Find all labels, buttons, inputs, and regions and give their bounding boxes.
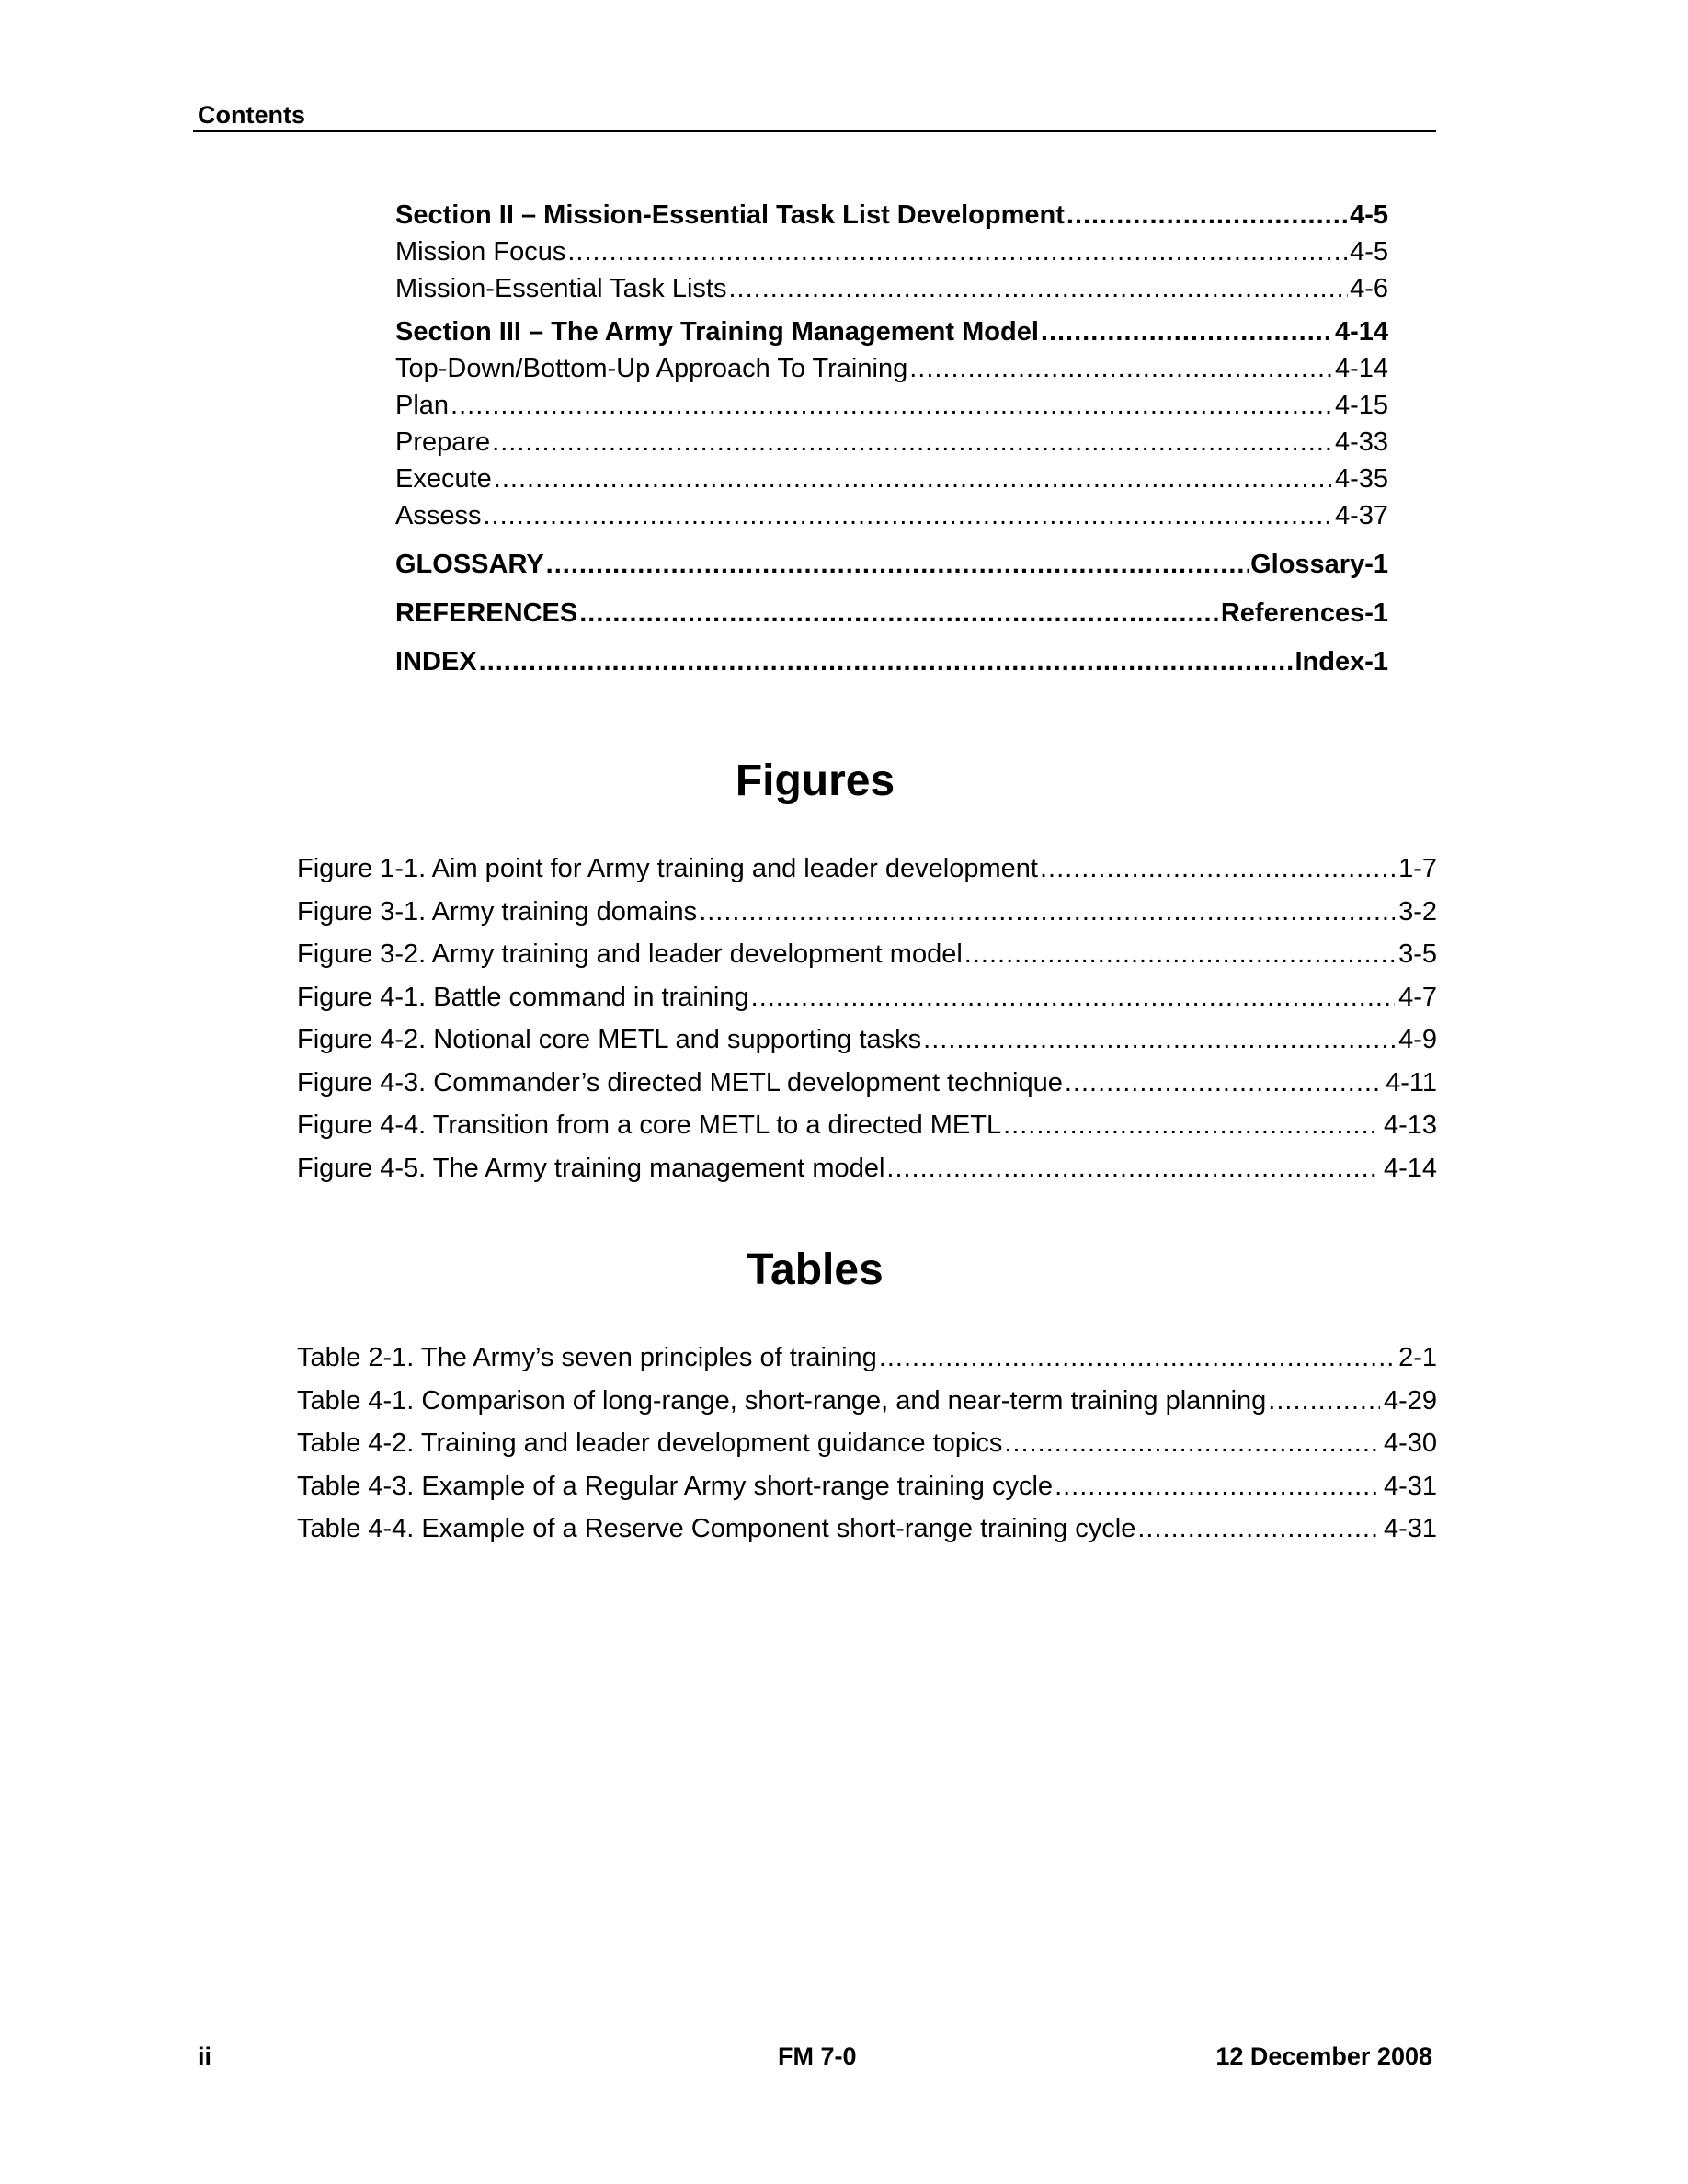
figure-entry-page: 4-7 — [1398, 982, 1437, 1012]
table-entry-page: 4-31 — [1383, 1471, 1437, 1501]
table-entry-label: Table 2-1. The Army’s seven principles of training — [297, 1343, 877, 1372]
tables-heading: Tables — [747, 1246, 884, 1294]
table-entry-label: Table 4-4. Example of a Reserve Component short-range training cycle — [297, 1514, 1136, 1543]
toc-references-entry[interactable] — [395, 595, 1388, 631]
table-entry-page: 2-1 — [1398, 1343, 1437, 1372]
dot-leader — [451, 387, 1333, 424]
dot-leader — [699, 891, 1395, 934]
toc-entry-page: 4-14 — [1334, 317, 1388, 347]
figure-entry-page: 3-2 — [1398, 896, 1437, 927]
table-entry-page: 4-31 — [1383, 1514, 1437, 1543]
figure-entry[interactable] — [297, 933, 1437, 976]
header-title: Contents — [198, 101, 305, 129]
dot-leader — [1041, 313, 1333, 350]
toc-entry-label: Section III – The Army Training Management Model — [395, 317, 1039, 347]
figure-entry[interactable] — [297, 891, 1437, 934]
toc-entry-page: 4-5 — [1350, 237, 1388, 267]
figures-list — [297, 847, 1437, 1189]
footer-publication: FM 7-0 — [778, 2042, 857, 2070]
toc-entry-page: 4-37 — [1334, 501, 1388, 530]
table-entry[interactable] — [297, 1422, 1437, 1465]
figure-entry-label: Figure 4-2. Notional core METL and supporting tasks — [297, 1025, 922, 1054]
toc-entry[interactable] — [395, 350, 1388, 387]
figure-entry-page: 1-7 — [1398, 854, 1437, 883]
running-footer — [193, 2042, 1436, 2079]
dot-leader — [1137, 1507, 1380, 1551]
dot-leader — [1268, 1380, 1380, 1423]
dot-leader — [483, 497, 1332, 534]
toc-entry-label: Mission Focus — [395, 237, 566, 267]
toc-entry-page: 4-15 — [1334, 391, 1388, 420]
toc-entry-page: 4-6 — [1350, 274, 1388, 303]
dot-leader — [579, 595, 1219, 631]
toc-entry[interactable] — [395, 387, 1388, 424]
figure-entry-label: Figure 1-1. Aim point for Army training and leader development — [297, 854, 1038, 883]
figure-entry-page: 4-9 — [1398, 1025, 1437, 1054]
toc-entry-label: GLOSSARY — [395, 550, 544, 579]
table-entry-label: Table 4-1. Comparison of long-range, short-range, and near-term training planning — [297, 1385, 1267, 1416]
dot-leader — [751, 976, 1395, 1019]
dot-leader — [886, 1147, 1380, 1190]
toc-entry[interactable] — [395, 424, 1388, 461]
toc-index-entry[interactable] — [395, 643, 1388, 680]
figure-entry-page: 4-11 — [1386, 1067, 1437, 1098]
dot-leader — [1066, 197, 1348, 233]
toc-entry-page: 4-33 — [1334, 427, 1388, 457]
figure-entry[interactable] — [297, 1062, 1437, 1105]
toc-entry-label: Section II – Mission-Essential Task List Development — [395, 200, 1065, 230]
table-entry-label: Table 4-3. Example of a Regular Army short-range training cycle — [297, 1471, 1054, 1501]
table-entry-page: 4-29 — [1383, 1385, 1437, 1416]
dot-leader — [1065, 1062, 1382, 1105]
toc-entry-label: Plan — [395, 391, 450, 420]
running-header — [193, 96, 1436, 132]
toc-entry-page: References-1 — [1220, 598, 1388, 628]
toc-entry-label: Execute — [395, 464, 492, 494]
toc-section-heading[interactable] — [395, 313, 1388, 350]
table-entry-page: 4-30 — [1383, 1428, 1437, 1458]
dot-leader — [728, 270, 1348, 307]
dot-leader — [879, 1337, 1395, 1380]
dot-leader — [479, 643, 1294, 680]
toc-entry[interactable] — [395, 270, 1388, 307]
figure-entry-page: 4-14 — [1383, 1153, 1437, 1183]
toc-entry[interactable] — [395, 497, 1388, 534]
table-entry[interactable] — [297, 1380, 1437, 1423]
tables-list — [297, 1337, 1437, 1551]
dot-leader — [1003, 1104, 1380, 1147]
figure-entry[interactable] — [297, 1018, 1437, 1062]
toc-entry-label: Mission-Essential Task Lists — [395, 274, 727, 303]
dot-leader — [1055, 1465, 1380, 1508]
figure-entry-page: 4-13 — [1383, 1110, 1437, 1140]
figures-heading: Figures — [735, 756, 895, 805]
figure-entry-label: Figure 4-5. The Army training management model — [297, 1153, 885, 1183]
dot-leader — [567, 233, 1348, 270]
toc-entry-page: 4-35 — [1334, 464, 1388, 494]
toc-entry-label: INDEX — [395, 647, 477, 677]
toc-entry-page: Glossary-1 — [1250, 550, 1388, 579]
figure-entry-page: 3-5 — [1398, 939, 1437, 969]
dot-leader — [492, 424, 1333, 461]
toc-entry[interactable] — [395, 461, 1388, 497]
dot-leader — [964, 933, 1395, 976]
contents-list — [395, 197, 1388, 680]
figure-entry[interactable] — [297, 1104, 1437, 1147]
figure-entry-label: Figure 3-1. Army training domains — [297, 896, 698, 927]
toc-entry-label: Prepare — [395, 427, 491, 457]
figure-entry-label: Figure 4-1. Battle command in training — [297, 982, 749, 1012]
figure-entry[interactable] — [297, 847, 1437, 891]
toc-entry-page: 4-14 — [1334, 354, 1388, 383]
table-entry-label: Table 4-2. Training and leader development guidance topics — [297, 1428, 1003, 1458]
table-entry[interactable] — [297, 1465, 1437, 1508]
figure-entry-label: Figure 3-2. Army training and leader development model — [297, 939, 963, 969]
toc-entry-label: Top-Down/Bottom-Up Approach To Training — [395, 354, 908, 383]
toc-entry-label: Assess — [395, 501, 482, 530]
figure-entry[interactable] — [297, 1147, 1437, 1190]
dot-leader — [923, 1018, 1395, 1062]
dot-leader — [494, 461, 1333, 497]
figure-entry-label: Figure 4-4. Transition from a core METL to a directed METL — [297, 1110, 1002, 1140]
figure-entry[interactable] — [297, 976, 1437, 1019]
footer-page-number: ii — [198, 2042, 212, 2070]
toc-section-heading[interactable] — [395, 197, 1388, 233]
dot-leader — [909, 350, 1333, 387]
toc-entry-page: 4-5 — [1350, 200, 1388, 230]
table-entry[interactable] — [297, 1507, 1437, 1551]
toc-entry-page: Index-1 — [1295, 647, 1388, 677]
toc-entry-label: REFERENCES — [395, 598, 578, 628]
dot-leader — [1004, 1422, 1380, 1465]
dot-leader — [1040, 847, 1395, 891]
toc-glossary-entry[interactable] — [395, 546, 1388, 583]
toc-entry[interactable] — [395, 233, 1388, 270]
footer-date: 12 December 2008 — [1215, 2042, 1432, 2070]
figure-entry-label: Figure 4-3. Commander’s directed METL development technique — [297, 1067, 1063, 1098]
table-entry[interactable] — [297, 1337, 1437, 1380]
dot-leader — [546, 546, 1249, 583]
